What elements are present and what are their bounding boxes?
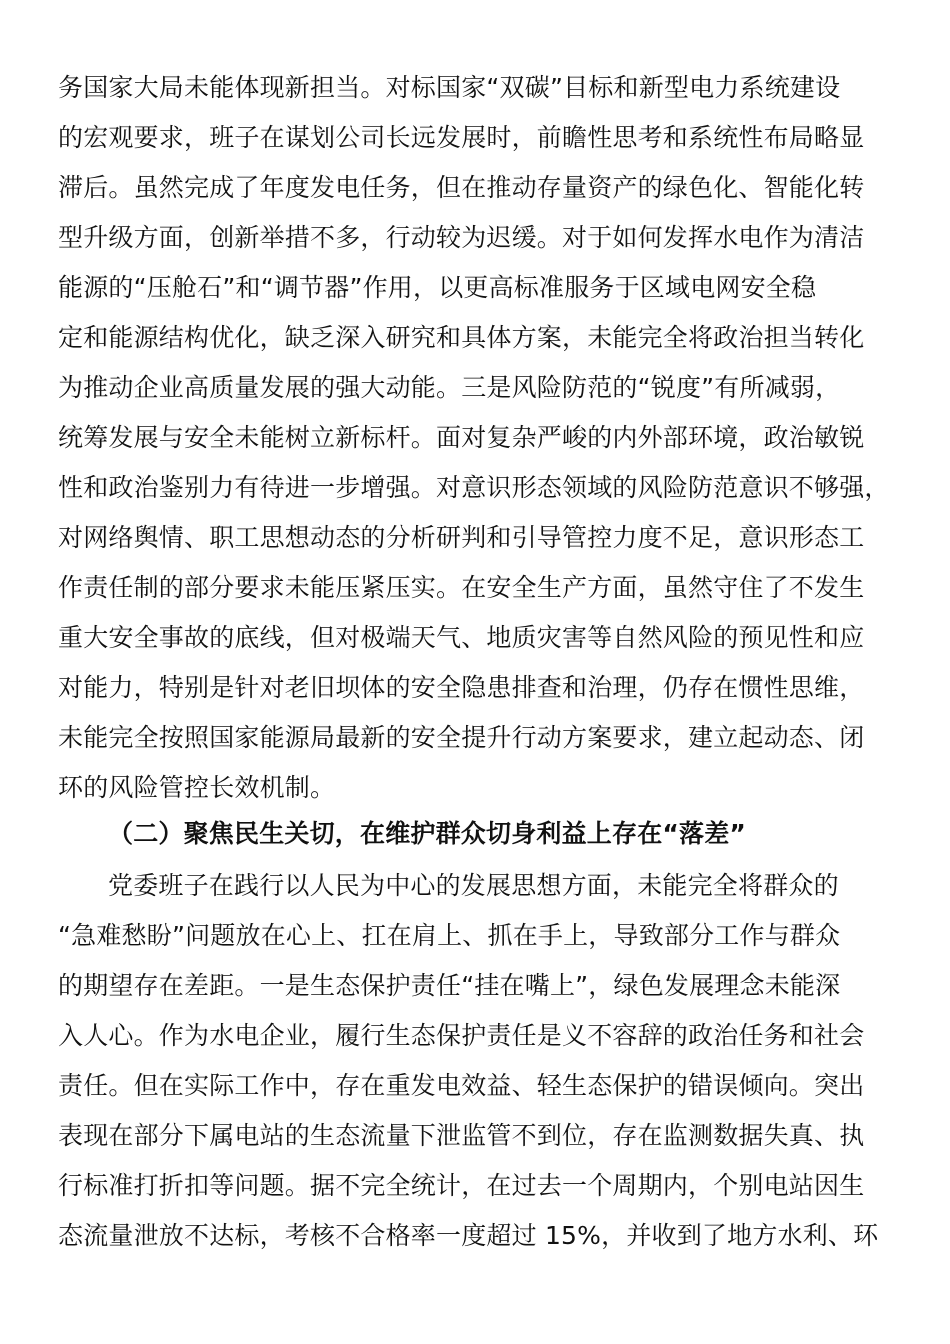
text-line: 责任。但在实际工作中，存在重发电效益、轻生态保护的错误倾向。突出 (58, 1071, 865, 1100)
section-heading: （二）聚焦民生关切，在维护群众切身利益上存在“落差” (108, 819, 747, 848)
text-line: 务国家大局未能体现新担当。对标国家“双碳”目标和新型电力系统建设 (58, 73, 841, 102)
text-line: 环的风险管控长效机制。 (58, 773, 336, 802)
text-line: 重大安全事故的底线，但对极端天气、地质灾害等自然风险的预见性和应 (58, 623, 865, 652)
text-line: 对网络舆情、职工思想动态的分析研判和引导管控力度不足，意识形态工 (58, 523, 865, 552)
text-line: 行标准打折扣等问题。据不完全统计，在过去一个周期内，个别电站因生 (58, 1171, 865, 1200)
text-line: 性和政治鉴别力有待进一步增强。对意识形态领域的风险防范意识不够强， (58, 473, 890, 502)
text-line: 作责任制的部分要求未能压紧压实。在安全生产方面，虽然守住了不发生 (58, 573, 865, 602)
text-line: 表现在部分下属电站的生态流量下泄监管不到位，存在监测数据失真、执 (58, 1121, 865, 1150)
text-line: 定和能源结构优化，缺乏深入研究和具体方案，未能完全将政治担当转化 (58, 323, 865, 352)
text-line: 统筹发展与安全未能树立新标杆。面对复杂严峻的内外部环境，政治敏锐 (58, 423, 865, 452)
text-line: 的期望存在差距。一是生态保护责任“挂在嘴上”，绿色发展理念未能深 (58, 971, 841, 1000)
text-line: 未能完全按照国家能源局最新的安全提升行动方案要求，建立起动态、闭 (58, 723, 865, 752)
text-line: 型升级方面，创新举措不多，行动较为迟缓。对于如何发挥水电作为清洁 (58, 223, 865, 252)
text-line: 党委班子在践行以人民为中心的发展思想方面，未能完全将群众的 (108, 871, 839, 900)
text-line: 的宏观要求，班子在谋划公司长远发展时，前瞻性思考和系统性布局略显 (58, 123, 865, 152)
text-line: 态流量泄放不达标，考核不合格率一度超过 15%，并收到了地方水利、环 (58, 1221, 879, 1250)
text-line: 能源的“压舱石”和“调节器”作用，以更高标准服务于区域电网安全稳 (58, 273, 817, 302)
text-line: “急难愁盼”问题放在心上、扛在肩上、抓在手上，导致部分工作与群众 (58, 921, 841, 950)
text-line: 为推动企业高质量发展的强大动能。三是风险防范的“锐度”有所减弱， (58, 373, 841, 402)
text-line: 入人心。作为水电企业，履行生态保护责任是义不容辞的政治任务和社会 (58, 1021, 865, 1050)
text-line: 对能力，特别是针对老旧坝体的安全隐患排查和治理，仍存在惯性思维， (58, 673, 865, 702)
text-line: 滞后。虽然完成了年度发电任务，但在推动存量资产的绿色化、智能化转 (58, 173, 865, 202)
